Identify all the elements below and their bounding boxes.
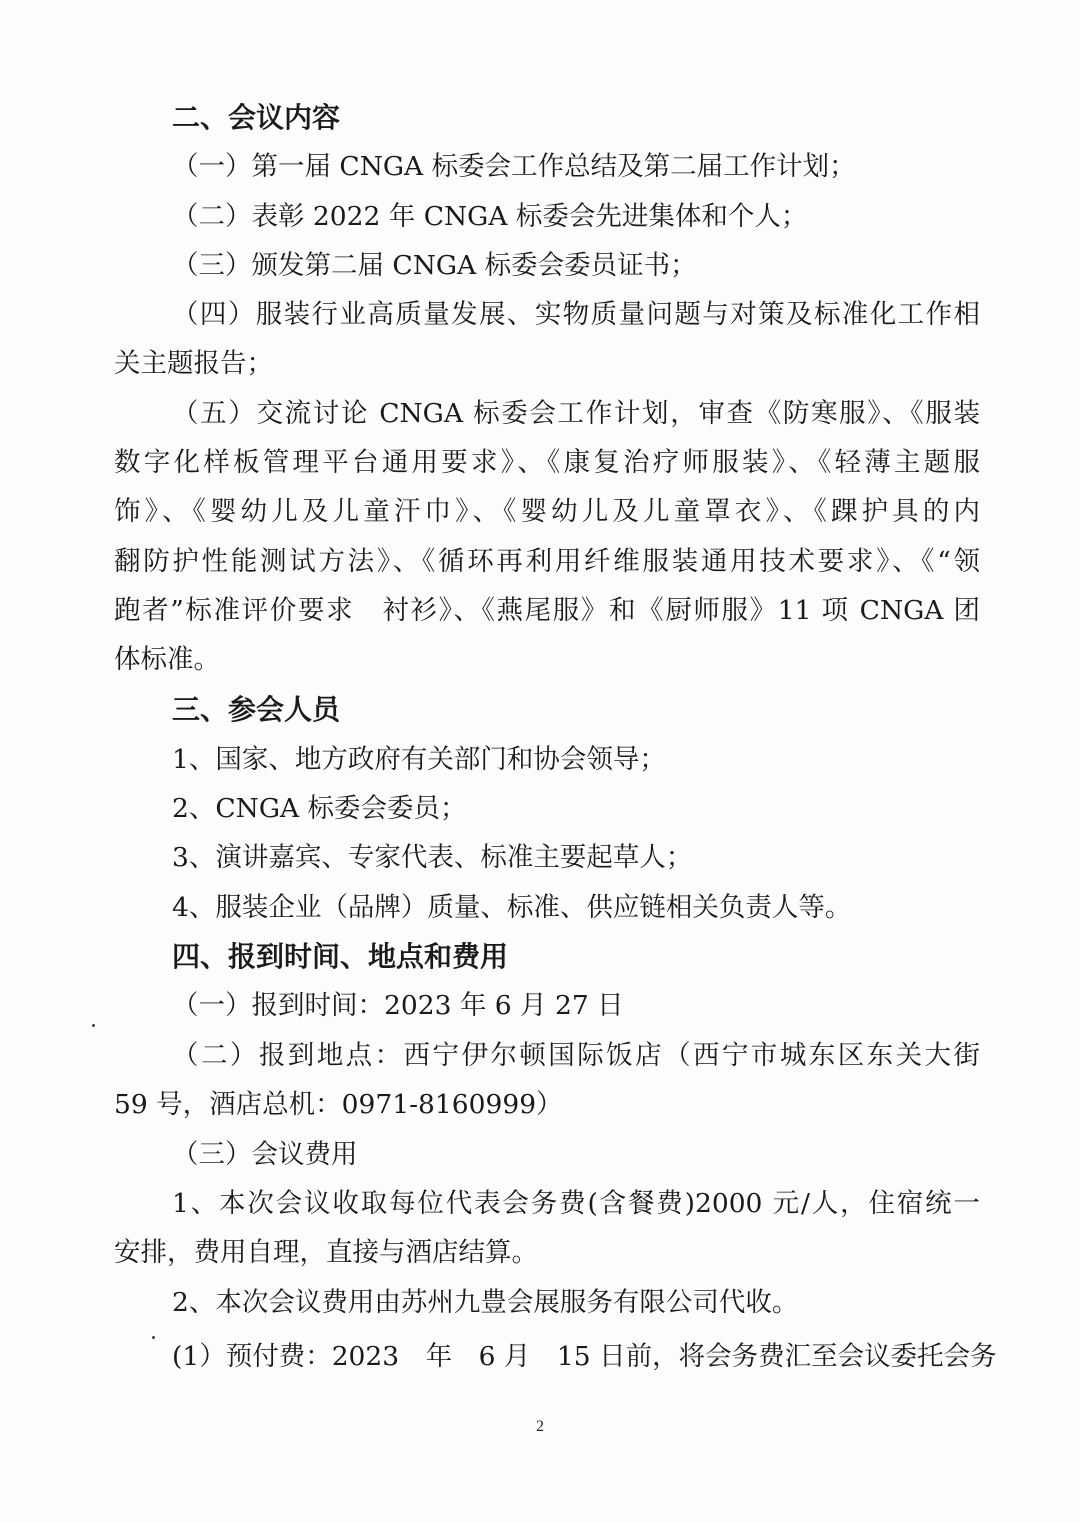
registration-venue-line-2: 59 号，酒店总机：0971-8160999）: [114, 1089, 563, 1120]
agenda-item-5-line-6: 体标准。: [114, 644, 220, 675]
agenda-item-5-line-3: 饰》、《婴幼儿及儿童汗巾》、《婴幼儿及儿童罩衣》、《踝护具的内: [114, 496, 980, 527]
agenda-item-4-line-1: （四）服装行业高质量发展、实物质量问题与对策及标准化工作相: [172, 299, 980, 330]
page-number: 2: [536, 1418, 544, 1435]
agenda-item-3: （三）颁发第二届 CNGA 标委会委员证书；: [172, 250, 697, 281]
section-heading-attendees: 三、参会人员: [172, 693, 341, 726]
scan-speck: [152, 1336, 155, 1339]
attendee-item-1: 1、国家、地方政府有关部门和协会领导；: [172, 744, 666, 775]
attendee-item-3: 3、演讲嘉宾、专家代表、标准主要起草人；: [172, 842, 693, 873]
agenda-item-5-line-4: 翻防护性能测试方法》、《循环再利用纤维服装通用技术要求》、《“领: [114, 546, 980, 577]
agenda-item-5-line-2: 数字化样板管理平台通用要求》、《康复治疗师服装》、《轻薄主题服: [114, 447, 980, 478]
attendee-item-4: 4、服装企业（品牌）质量、标准、供应链相关负责人等。: [172, 892, 852, 923]
section-heading-registration: 四、报到时间、地点和费用: [172, 940, 509, 973]
fee-item-1-line-1: 1、本次会议收取每位代表会务费(含餐费)2000 元/人，住宿统一: [172, 1188, 980, 1219]
fee-prepayment-line: (1）预付费：2023 年 6 月 15 日前，将会务费汇至会议委托会务: [172, 1341, 997, 1372]
agenda-item-5-line-5: 跑者”标准评价要求 衬衫》、《燕尾服》和《厨师服》11 项 CNGA 团: [114, 595, 980, 626]
registration-venue-line-1: （二）报到地点：西宁伊尔顿国际饭店（西宁市城东区东关大街: [172, 1040, 980, 1071]
attendee-item-2: 2、CNGA 标委会委员；: [172, 793, 467, 824]
fee-item-2: 2、本次会议费用由苏州九豊会展服务有限公司代收。: [172, 1287, 799, 1318]
agenda-item-4-line-2: 关主题报告；: [114, 348, 273, 379]
registration-time: （一）报到时间：2023 年 6 月 27 日: [172, 990, 624, 1021]
fee-item-1-line-2: 安排，费用自理，直接与酒店结算。: [114, 1237, 538, 1268]
agenda-item-5-line-1: （五）交流讨论 CNGA 标委会工作计划，审查《防寒服》、《服装: [172, 398, 980, 429]
meeting-fee-heading: （三）会议费用: [172, 1139, 358, 1170]
section-heading-meeting-content: 二、会议内容: [172, 101, 341, 134]
agenda-item-1: （一）第一届 CNGA 标委会工作总结及第二届工作计划；: [172, 151, 856, 182]
scan-speck: [92, 1024, 95, 1027]
agenda-item-2: （二）表彰 2022 年 CNGA 标委会先进集体和个人；: [172, 201, 808, 232]
